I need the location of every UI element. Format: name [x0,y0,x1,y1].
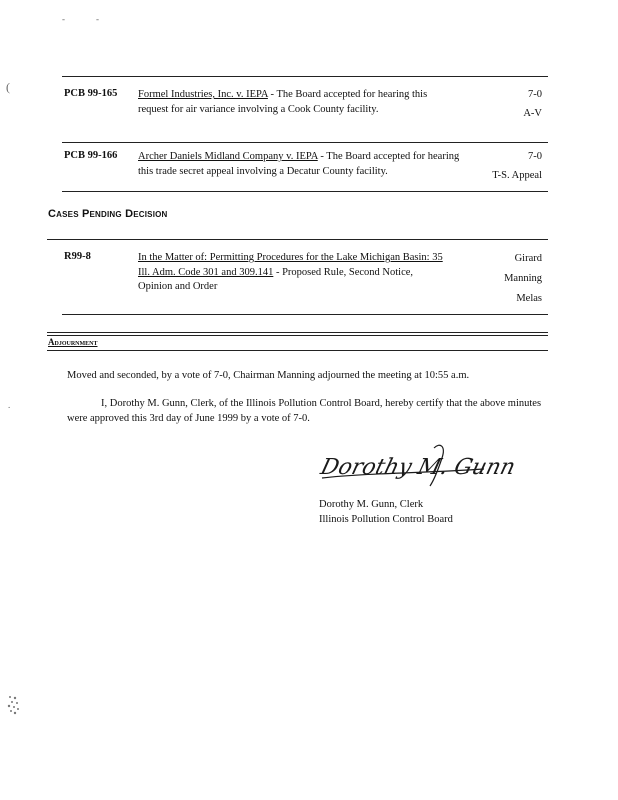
case-caption: Archer Daniels Midland Company v. IEPA [138,151,318,162]
section-rule [47,239,548,240]
case-vote [470,150,542,183]
vote-count: 7-0 [528,151,542,162]
scan-speck: - [96,14,99,24]
scan-speck: - [62,14,65,24]
signer-organization: Illinois Pollution Control Board [319,514,453,525]
adjournment-rule [47,350,548,351]
adjournment-rule [47,332,548,336]
scan-speck: . [8,400,11,410]
vote-count: 7-0 [528,89,542,100]
certification-text: I, Dorothy M. Gunn, Clerk, of the Illinois Pollution Control Board, hereby certify that the above minutes were approved this 3rd day of June 1999 by a vote of 7-0. [67,398,542,424]
adjournment-text: Moved and seconded, by a vote of 7-0, Chairman Manning adjourned the meeting at 10:55 a.m. [67,370,470,381]
case-caption: Formel Industries, Inc. v. IEPA [138,89,268,100]
adjournment-heading: Adjournment [48,337,98,347]
top-rule [62,76,548,77]
case-id: PCB 99-165 [64,88,118,99]
case-summary: - The Board accepted for hearing this trade secret appeal involving a Decatur County facility. [138,151,460,177]
case-type: T-S. Appeal [492,169,542,181]
board-member: Melas [516,293,542,304]
case-divider [62,191,548,192]
case-vote [470,249,542,309]
signer-name: Dorothy M. Gunn, Clerk [319,499,424,510]
case-summary: - The Board accepted for hearing this request for air variance involving a Cook County facility. [138,89,428,115]
case-vote [470,88,542,121]
scan-artifact-icon [6,694,22,716]
scan-speck: ( [6,80,10,94]
case-description [138,150,460,179]
case-description [138,251,444,295]
case-type: A-V [523,107,542,119]
case-description [138,88,458,117]
case-summary: - Proposed Rule, Second Notice, Opinion and Order [138,266,414,292]
case-id: PCB 99-166 [64,150,118,161]
signature-icon [316,440,519,492]
section-heading-pending: Cases Pending Decision [48,208,168,220]
case-divider [62,314,548,315]
case-caption: In the Matter of: Permitting Procedures for the Lake Michigan Basin: 35 Ill. Adm. Code 301 and 309.141 [138,252,443,278]
signature-script: Dorothy M. Gunn [318,454,519,480]
case-id: R99-8 [64,251,91,262]
board-member: Manning [504,273,542,284]
case-divider [62,142,548,143]
board-member: Girard [514,253,542,264]
